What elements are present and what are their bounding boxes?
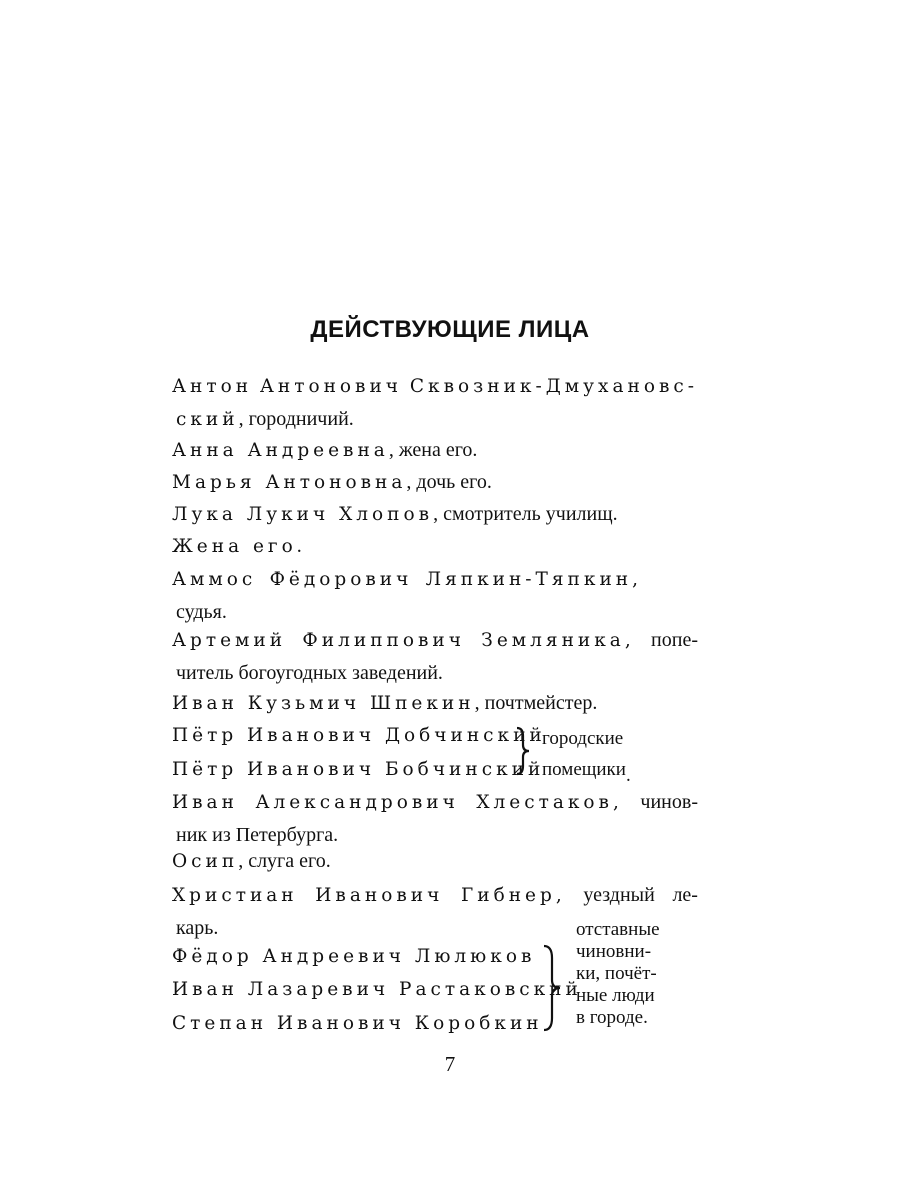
character-name: Степан Иванович Коробкин [172,1013,543,1034]
character-description: уездный [583,884,655,906]
hyphen: - [687,376,698,397]
character-description: , слуга его. [238,850,331,872]
page-title: ДЕЙСТВУЮЩИЕ ЛИЦА [310,316,590,343]
landowners-note: городские помещики. [542,728,631,786]
character-name: Анна Андреевна [172,440,389,461]
character-entry [172,466,492,499]
character-name-part: Земляника, [481,630,635,651]
character-name: Иван Лазаревич Растаковский [172,979,582,1000]
character-entry [172,530,302,563]
officials-note: отставные чиновни- ки, почёт- ные люди в городе. [576,919,660,1028]
character-description: судья. [176,601,227,623]
character-name-part: Антон [172,376,253,397]
character-description: , почтмейстер. [474,692,598,714]
character-description: , жена его. [388,439,478,461]
character-name: Фёдор Андреевич Люлюков [172,946,536,967]
character-description: попе- [651,629,698,651]
character-name-part: Гибнер, [460,885,566,906]
character-name: Лука Лукич Хлопов [172,504,434,525]
curly-brace-icon [541,944,563,1032]
character-description: , смотритель училищ. [433,503,618,525]
character-name: Жена его [172,536,297,557]
character-entry [172,719,546,752]
character-entry [172,845,331,878]
character-entry [172,687,597,720]
character-name-part: Хлестаков, [476,792,623,813]
character-entry [172,753,544,786]
character-description: читель богоугодных заведений. [176,662,443,684]
character-entry [172,624,698,690]
character-entry [172,563,642,629]
character-entry [172,434,477,467]
character-entry: Антон Антонович Сквозник-Дмухановс- ский, городничий. [172,370,698,436]
character-name: ский [176,409,239,430]
character-description: ле- [672,884,698,906]
character-name-part: Артемий [172,630,287,651]
character-description: ник из Петербурга. [176,824,339,846]
character-name: Иван Кузьмич Шпекин [172,693,475,714]
character-name-part: Иванович [315,885,444,906]
character-description: , городничий. [238,408,354,430]
character-name: Пётр Иванович Добчинский [172,725,546,746]
character-description: , дочь его. [406,471,492,493]
character-name-part: Филиппович [302,630,465,651]
character-description: чинов- [640,791,698,813]
character-name: Марья Антоновна [172,472,407,493]
character-name-part: Христиан [172,885,298,906]
character-description: карь. [176,917,219,939]
character-name-part: Александрович [255,792,459,813]
character-entry [172,973,582,1006]
character-name: Осип [172,851,239,872]
character-name-part: Аммос [172,569,257,590]
character-name-part: Иван [172,792,238,813]
character-name-part: Антонович [259,376,403,397]
character-entry [172,940,535,973]
curly-brace-icon [514,726,532,776]
character-name-part: Ляпкин-Тяпкин, [425,569,642,590]
character-description: . [296,535,302,557]
character-entry [172,786,698,852]
character-name: Пётр Иванович Бобчинский [172,759,545,780]
character-name-part: Фёдорович [269,569,413,590]
character-entry [172,498,618,531]
character-entry [172,1007,543,1040]
page-number: 7 [444,1052,456,1076]
